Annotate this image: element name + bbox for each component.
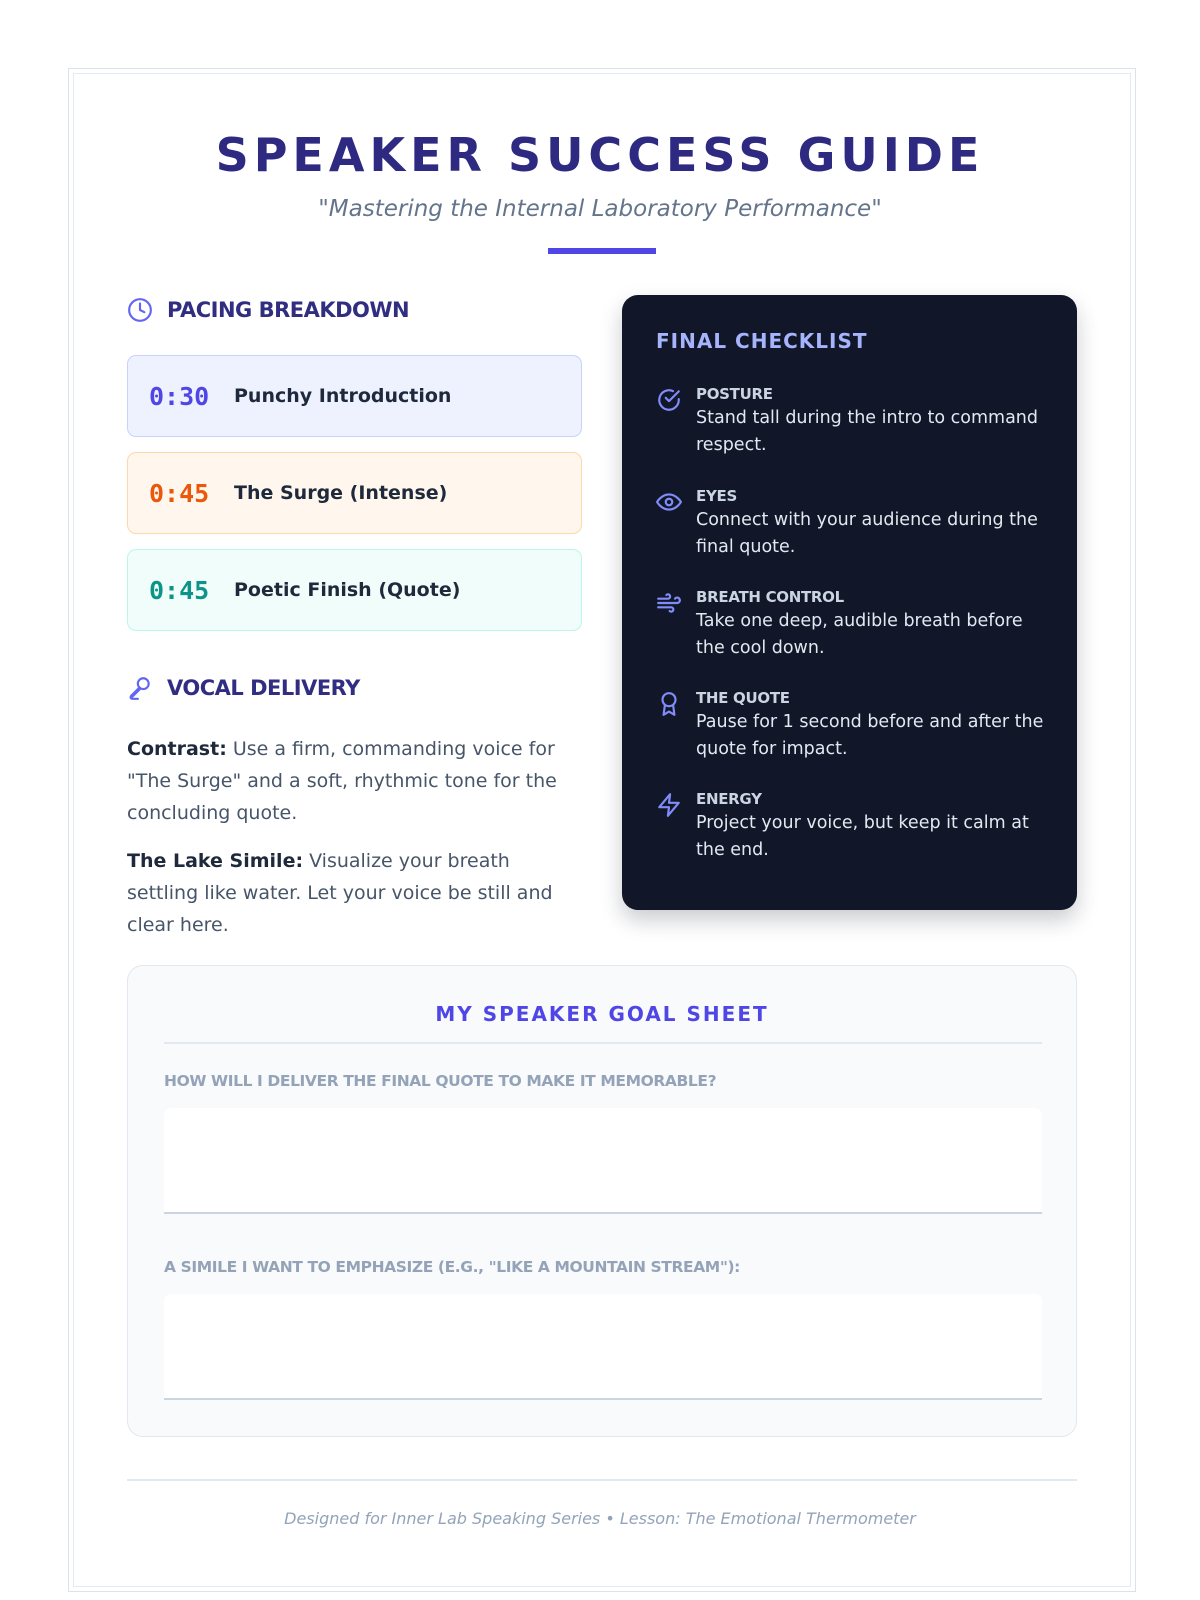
vocal-lead: Contrast: — [127, 738, 227, 760]
goal-sheet-divider — [164, 1042, 1042, 1044]
goal-sheet-heading: MY SPEAKER GOAL SHEET — [435, 1002, 769, 1026]
vocal-heading-label: VOCAL DELIVERY — [167, 676, 360, 700]
pacing-time: 0:45 — [149, 478, 210, 508]
check-circle-icon — [656, 387, 682, 413]
pacing-item — [127, 452, 582, 534]
pacing-label: The Surge (Intense) — [234, 482, 448, 504]
footer-divider — [127, 1479, 1077, 1481]
checklist-item-title: EYES — [696, 487, 737, 505]
pacing-heading — [127, 297, 409, 323]
pacing-heading-label: PACING BREAKDOWN — [167, 298, 410, 322]
vocal-heading — [127, 675, 360, 701]
pacing-time: 0:30 — [149, 381, 210, 411]
page-title: SPEAKER SUCCESS GUIDE — [215, 128, 985, 182]
vocal-text: Visualize your breath settling like water. Let your voice be still and clear here. — [127, 850, 553, 936]
vocal-paragraph — [127, 845, 587, 941]
page-subtitle: "Mastering the Internal Laboratory Performance" — [318, 196, 882, 222]
checklist-item-text: Connect with your audience during the final quote. — [696, 510, 1038, 557]
pacing-label: Poetic Finish (Quote) — [234, 579, 461, 601]
checklist-item-title: ENERGY — [696, 790, 762, 808]
pacing-item — [127, 355, 582, 437]
pacing-item — [127, 549, 582, 631]
lightning-icon — [656, 792, 682, 818]
microphone-icon — [127, 675, 153, 701]
goal-question-label: HOW WILL I DELIVER THE FINAL QUOTE TO MAKE IT MEMORABLE? — [164, 1072, 717, 1090]
vocal-paragraph — [127, 733, 587, 829]
checklist-heading: FINAL CHECKLIST — [656, 329, 868, 353]
eye-icon — [656, 489, 682, 515]
checklist-item-text: Pause for 1 second before and after the quote for impact. — [696, 712, 1044, 759]
goal-answer-field[interactable] — [164, 1108, 1042, 1214]
wind-icon — [656, 590, 682, 616]
clock-icon — [127, 297, 153, 323]
goal-question-label: A SIMILE I WANT TO EMPHASIZE (E.G., "LIKE A MOUNTAIN STREAM"): — [164, 1258, 740, 1276]
final-checklist-panel — [622, 295, 1077, 910]
checklist-item-title: THE QUOTE — [696, 689, 790, 707]
award-icon — [656, 691, 682, 717]
checklist-item-text: Project your voice, but keep it calm at the end. — [696, 813, 1029, 860]
pacing-time: 0:45 — [149, 575, 210, 605]
goal-sheet — [127, 965, 1077, 1437]
checklist-item-title: POSTURE — [696, 385, 773, 403]
pacing-label: Punchy Introduction — [234, 385, 452, 407]
checklist-item-text: Take one deep, audible breath before the cool down. — [696, 611, 1023, 658]
checklist-item-title: BREATH CONTROL — [696, 588, 844, 606]
checklist-item-text: Stand tall during the intro to command respect. — [696, 408, 1039, 455]
vocal-lead: The Lake Simile: — [127, 850, 304, 872]
title-underline — [548, 248, 656, 254]
goal-answer-field[interactable] — [164, 1294, 1042, 1400]
footer-text: Designed for Inner Lab Speaking Series • Lesson: The Emotional Thermometer — [284, 1509, 916, 1528]
vocal-text: Use a firm, commanding voice for "The Surge" and a soft, rhythmic tone for the concluding quote. — [127, 738, 557, 824]
